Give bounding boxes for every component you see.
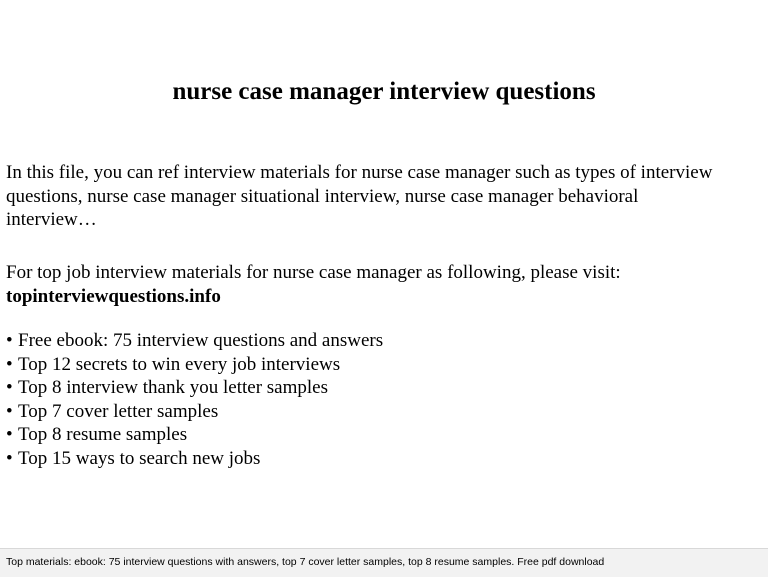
site-link[interactable]: topinterviewquestions.info xyxy=(6,285,221,307)
list-item xyxy=(6,447,383,471)
list-item xyxy=(6,400,383,424)
bullet-icon: • xyxy=(6,330,13,351)
bullet-icon: • xyxy=(6,447,13,469)
list-item xyxy=(6,376,383,400)
list-item xyxy=(6,353,383,377)
list-item-text: Free ebook: 75 interview questions and answers xyxy=(18,330,384,351)
visit-paragraph xyxy=(6,261,726,308)
bullet-icon: • xyxy=(6,377,13,398)
intro-paragraph: In this file, you can ref interview materials for nurse case manager such as types of interview questions, nurse case manager situational interview, nurse case manager behavioral interview… xyxy=(6,162,713,230)
page-title: nurse case manager interview questions xyxy=(172,78,596,105)
bullet-icon: • xyxy=(6,424,13,445)
list-item xyxy=(6,329,383,353)
list-item-text: Top 8 interview thank you letter samples xyxy=(18,377,328,398)
list-item-text: Top 7 cover letter samples xyxy=(18,400,219,422)
bullet-icon: • xyxy=(6,400,13,422)
bullet-list xyxy=(6,329,383,470)
visit-text: For top job interview materials for nurse case manager as following, please visit: xyxy=(6,262,621,283)
list-item-text: Top 12 secrets to win every job interviews xyxy=(18,353,341,375)
bullet-icon: • xyxy=(6,353,13,375)
footer-text: Top materials: ebook: 75 interview questions with answers, top 7 cover letter samples, top 8 resume samples. Free pdf download xyxy=(6,556,605,568)
list-item-text: Top 15 ways to search new jobs xyxy=(18,447,261,469)
list-item xyxy=(6,423,383,447)
list-item-text: Top 8 resume samples xyxy=(18,424,188,445)
